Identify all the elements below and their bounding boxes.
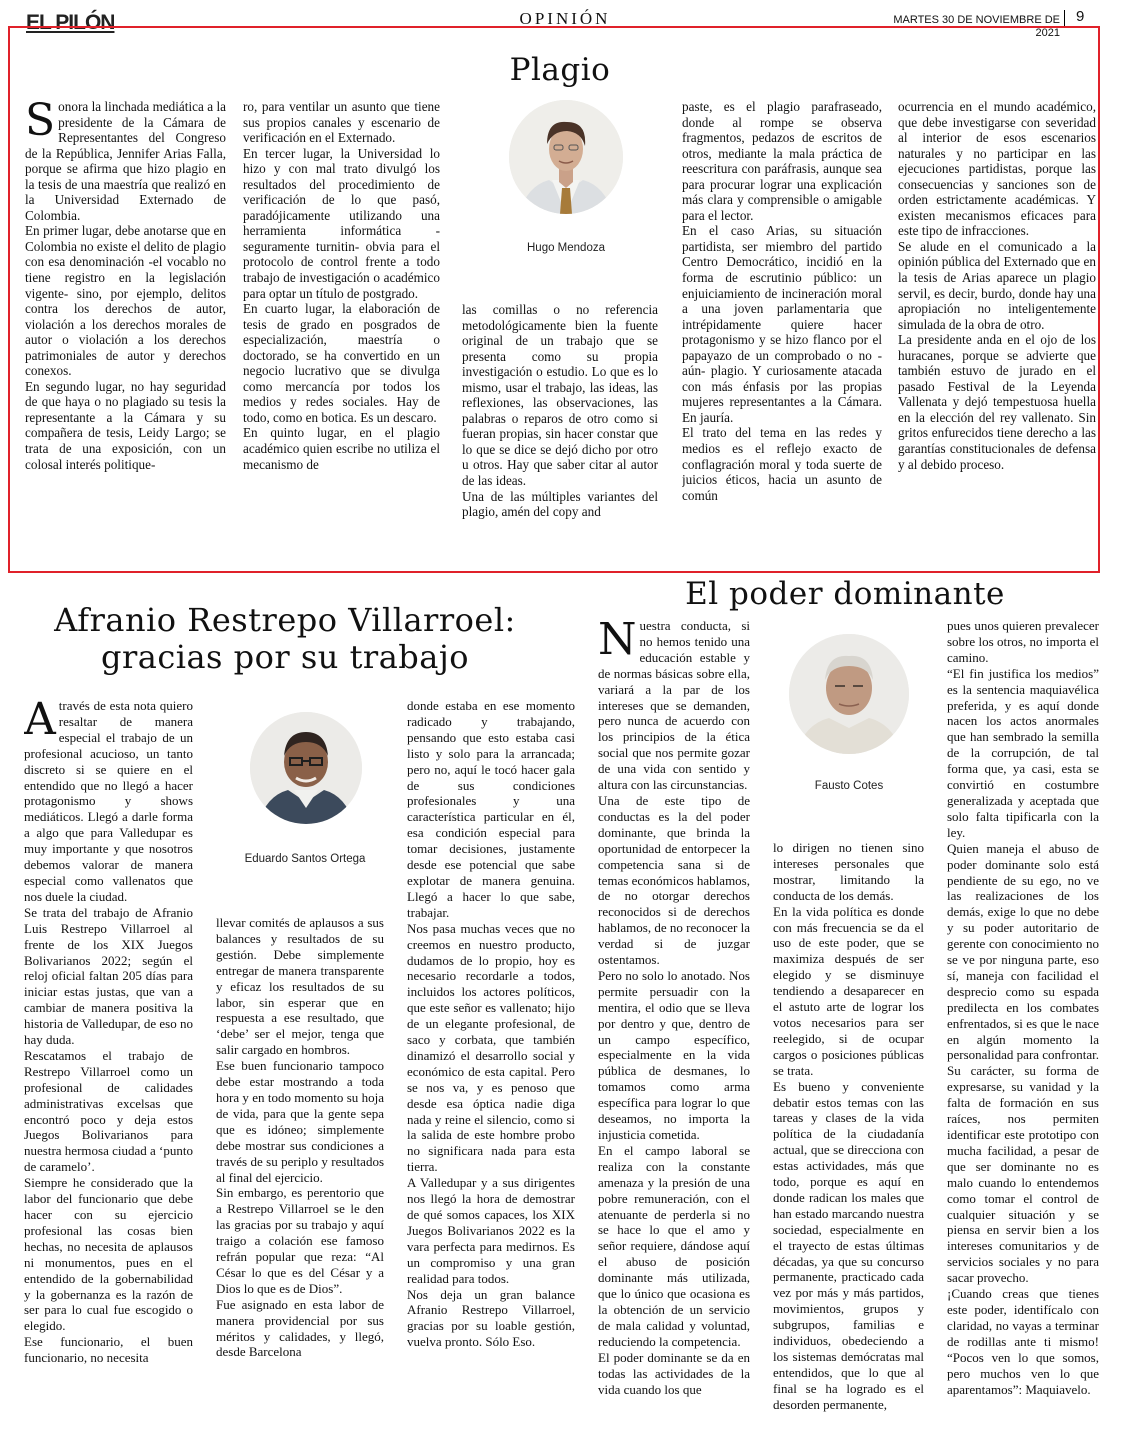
article-column-5 [898,99,1096,554]
paragraph: “El fin justifica los medios” es la sentencia maquiavélica preferida, y es aquí donde nacen los actos anormales que han sembrado la semilla de la corrupción, de tal forma que, ya casi, esta se convirtió en costumbre generalizada y aceptada que solo falta tipificarla con la ley. [947,665,1099,840]
paragraph: En tercer lugar, la Universidad lo hizo y con mal trato divulgó los resultados del procedimiento de verificación de lo que pasó, paradójicamente utilizando una herramienta informática -seguramente turnitin- obvia para el protocolo de control frente a todo trabajo de investigación o académico para optar un título de postgrado. [243,145,440,301]
paragraph: Se alude en el comunicado a la opinión pública del Externado que en la tesis de Arias aparece un plagio servil, es decir, burdo, donde hay una apropiación no inteligentemente simulada de la obra de otro. [898,238,1096,332]
paragraph: Una de este tipo de conductas es la del poder dominante, que brinda la oportunidad de entorpecer la competencia sana si de temas económicos hablamos, de no otorgar derechos reconocidos si de derechos hablamos, de no reconocer la verdad si de juzgar ostentamos. [598,792,750,968]
author-photo [509,100,623,214]
author-photo [789,634,909,754]
paragraph: Pero no solo lo anotado. Nos permite persuadir con la mentira, el odio que se lleva por dentro y que, dentro de un campo específico, especialmente en la vida pública de desmanes, lo tomamos como arma específica para lograr lo que deseamos, no importa la injusticia cometida. [598,967,750,1142]
paragraph: En el campo laboral se realiza con la constante amenaza y la presión de una pobre remuneración, con el atenuante de perderla si no se hace lo que el amo y señor requiere, dándose aquí el abuso de posición dominante más utilizada, que lo único que ocasiona es la obtención de un servicio de mala calidad y voluntad, reduciendo la competencia. [598,1142,750,1349]
article-title: El poder dominante [685,576,1005,612]
author-name: Hugo Mendoza [527,242,605,254]
paragraph: Una de las múltiples variantes del plagio, amén del copy and [462,488,658,520]
author-photo [250,712,362,824]
drop-cap: S [25,99,56,146]
paragraph: En el caso Arias, su situación partidista, ser miembro del partido Centro Democrático, incidió en la forma de escrutinio público: un enjuiciamiento de incineración moral a una joven parlamentaria que intrépidamente quiere hacer protagonismo y se hizo flanco por el papayazo de un comprobado o no -aún- plagio. Y curiosamente atacada con más énfasis por las propias mujeres representantes a la Cámara. En jauría. [682,223,882,425]
portrait-illustration [789,634,909,754]
paragraph: En cuarto lugar, la elaboración de tesis de grado en posgrados de especialización, maestría o doctorado, se ha convertido en un negocio lucrativo que se divulga como mercancía por todos los medios y redes sociales. Hay de todo, como en botica. Es un descaro. [243,301,440,425]
paragraph: Ese funcionario, el buen funcionario, no necesita [24,1334,193,1366]
title-line: Afranio Restrepo Villarroel: [54,601,516,639]
paragraph: través de esta nota quiero resaltar de manera especial el trabajo de un profesional acucioso, un tanto discreto si se quiere en el entendido que no llegó a hacer protagonismo y shows mediáticos. Llegó a darle forma a algo que para Valledupar es muy importante y que nosotros debemos valorar de manera especial como vallenatos que nos duele la ciudad. [24,698,193,904]
drop-cap: A [24,698,56,745]
paragraph: ro, para ventilar un asunto que tiene sus propios canales y escenario de verificación en el Externado. [243,99,440,146]
paragraph: La presidente anda en el ojo de los huracanes, porque se advierte que también estuvo de jurado en el pasado Festival de la Leyenda Vallenata y dejó tempestuosa huella en la elección del rey vallenato. Sin gritos enfurecidos tiene derecho a las garantías constitucionales de defensa y al debido proceso. [898,332,1096,472]
paragraph: donde estaba en ese momento radicado y trabajando, pensando que esto estaba casi listo y solo para la arrancada; pero no, aquí le tocó hacer gala de sus condiciones profesionales y una característica particular en él, esa condición especial para tomar decisiones, justamente desde ese potencial que sabe explotar de manera genuina. Llegó a hacer lo que sabe, trabajar. [407,698,575,920]
paragraph: uestra conducta, si no hemos tenido una educación estable y de normas básicas sobre ella, variará a la par de los intereses que se demanden, pero nunca de acuerdo con los principios de la ética social que nos permite gozar de una vida con sentido y altura con las circunstancias. [598,618,750,793]
author-name: Fausto Cotes [814,780,884,792]
article-title: Plagio [509,52,611,88]
article-column-2 [243,99,440,554]
issue-date: MARTES 30 DE NOVIEMBRE DE 2021 [893,14,1060,39]
paragraph: En quinto lugar, en el plagio académico quien escribe no utiliza el mecanismo de [243,425,440,472]
paragraph: A Valledupar y a sus dirigentes nos llegó la hora de demostrar de qué somos capaces, los XIX Juegos Bolivarianos 2022 es la vara perfecta para medirnos. Es un compromiso y una gran realidad para todos. [407,1175,575,1286]
paragraph: Ese buen funcionario tampoco debe estar mostrando a toda hora y en todo momento su hoja de vida, para que la gente sepa que es idóneo; simplemente debe mostrar sus condiciones a través de su periplo y resultados al final del ejercicio. [216,1058,384,1185]
paragraph: ¡Cuando creas que tienes este poder, identifícalo con claridad, no vayas a terminar de rodillas ante ti mismo! “Pocos ven lo que somos, pero muchos ven lo que aparentamos”: Maquiavelo. [947,1286,1099,1397]
paragraph: Nos pasa muchas veces que no creemos en nuestro producto, dudamos de lo propio, hoy es necesario recordarle a todos, incluidos los actores políticos, que este señor es vallenato; hijo de un elegante profesional, de saco y corbata, que también dinamizó el desarrollo social y económico de esta capital. Pero se nos va, y es penoso que desde esa óptica nadie diga nada y reine el silencio, como si la salida de este hombre probo no significara nada para esta tierra. [407,920,575,1175]
paragraph: ocurrencia en el mundo académico, que debe investigarse con severidad al interior de esos escenarios naturales y no participar en las ejecuciones partidistas, porque las consecuencias y sanciones son de orden estrictamente académicas. Y existen mecanismos eficaces para este tipo de infracciones. [898,99,1096,239]
paragraph: Es bueno y conveniente debatir estos temas con las tareas y clases de la vida política de la ciudadanía actual, que se direcciona con estas actividades, más que todo, porque es aquí en donde radican los males que han estado marcando nuestra sociedad, especialmente en el trayecto de estas últimas décadas, ya que su concurso permanente, practicado cada vez por más y más partidos, movimientos, grupos y subgrupos, familias e individuos, obedeciendo a los sistemas demócratas mal entendidos, que lo que al final se ha logrado es el desorden permanente, [773,1078,924,1412]
article-column-2 [773,840,924,1420]
article-column-1 [598,618,750,1420]
paragraph: Fue asignado en esta labor de manera providencial por sus méritos y calidades, y llegó, desde Barcelona [216,1296,384,1360]
paragraph: Se trata del trabajo de Afranio Luis Restrepo Villarroel al frente de los XIX Juegos Bolivarianos 2022; según el reloj oficial faltan 205 días para iniciar estas justas, que van a cambiar de manera positiva la historia de Valledupar, de eso no hay duda. [24,904,193,1048]
paragraph: onora la linchada mediática a la presidente de la Cámara de Representantes del Congreso de la República, Jennifer Arias Falla, porque se afirma que hizo plagio en la tesis de una maestría que realizó en la Universidad Externado de Colombia. [25,99,226,223]
header-divider [1064,10,1065,26]
article-column-2 [216,915,384,1420]
section-name: OPINIÓN [519,9,611,28]
article-column-4 [682,99,882,554]
newspaper-logo: EL PILÓN [26,11,115,34]
paragraph: Rescatamos el trabajo de Restrepo Villarroel como un profesional de calidades administrativas excelsas que encontró poco y deja estos Juegos Bolivarianos para nuestra hermosa ciudad a ‘punto de caramelo’. [24,1047,193,1175]
article-column-3 [407,698,575,1420]
paragraph: En segundo lugar, no hay seguridad de que haya o no plagiado su tesis la representante a la Cámara y su compañera de tesis, Leidy Largo; se trata de una exposición, con un colosal interés politique- [25,378,226,472]
paragraph: lo dirigen no tienen sino intereses personales que mostrar, limitando la conducta de los demás. [773,840,924,903]
portrait-illustration [509,100,623,214]
article-title [20,602,550,676]
article-column-1 [25,99,226,554]
paragraph: pues unos quieren prevalecer sobre los otros, no importa el camino. [947,618,1099,665]
paragraph: Siempre he considerado que la labor del funcionario que debe hacer con su ejercicio profesional las cosas bien hechas, no necesita de aplausos ni monumentos, pues en el entendido de la gobernabilidad y la gobernanza es la razón de ser para lo cual fue escogido o elegido. [24,1175,193,1334]
page-number: 9 [1076,8,1085,25]
author-name: Eduardo Santos Ortega [244,853,366,865]
paragraph: Quien maneja el abuso de poder dominante solo está pendiente de su ego, no ve las realizaciones de los demás, exige lo que no debe y su poder autoritario de gerente con conocimiento no se ve por ninguna parte, eso sí, maneja con facilidad el desprecio como su espada predilecta en los combates enfrentados, si es que le nace en algún momento la personalidad para confrontar. [947,840,1099,1063]
paragraph: Nos deja un gran balance Afranio Restrepo Villarroel, gracias por su loable gestión, vuelva pronto. Sólo Eso. [407,1286,575,1350]
paragraph: Sin embargo, es perentorio que a Restrepo Villarroel se le den las gracias por su trabajo y aquí traigo a colación ese famoso refrán popular que reza: “Al César lo que es del César y a Dios lo que es de Dios”. [216,1185,384,1296]
article-column-3 [462,302,658,554]
paragraph: El poder dominante se da en todas las actividades de la vida cuando los que [598,1349,750,1397]
paragraph: llevar comités de aplausos a sus balances y resultados de su gestión. Debe simplemente entregar de manera transparente y eficaz los resultados de su labor, sin esperar que en respuesta a ese resultado, que ‘debe’ ser el mejor, tenga que salir cargado en hombros. [216,915,384,1058]
paragraph: Su carácter, su forma de expresarse, su vanidad y la falta de formación en sus raíces, nos permiten identificar este prototipo con mucha facilidad, a pesar de que ser dominante no es malo cuando lo entendemos como tomar el control de cualquier situación y se piensa en servir bien a los intereses comunitarios y de servicios sociales y no para sacar provecho. [947,1063,1099,1286]
article-column-1 [24,698,193,1420]
article-column-3 [947,618,1099,1420]
portrait-illustration [250,712,362,824]
paragraph: las comillas o no referencia metodológicamente bien la fuente original de un trabajo que se presenta como su propia investigación o estudio. Lo que es lo mismo, usar el trabajo, las ideas, las reflexiones, las observaciones, las palabras o reparos de otro como si fueran propias, sin hacer constar que lo que se dice se dejó dicho por otro u otros. Hay que saber citar al autor de las ideas. [462,302,658,489]
paragraph: El trato del tema en las redes y medios es el reflejo exacto de conflagración moral y toda suerte de juicios éticos, hacia un asunto de común [682,425,882,503]
page-header [0,0,1128,39]
paragraph: En primer lugar, debe anotarse que en Colombia no existe el delito de plagio con esa denominación -el vocablo no tiene registro en la legislación vigente- sino, por ejemplo, delitos contra los derechos de autor, violación a los derechos morales de autor o violación a los derechos patrimoniales de autor y derechos conexos. [25,223,226,379]
paragraph: En la vida política es donde con más frecuencia se da el uso de este poder, que se maximiza después de ser elegido y se disminuye tendiendo a desaparecer en el astuto arte de lograr los votos necesarios para ser reelegido, si de ocupar cargos o posiciones públicas se trata. [773,903,924,1078]
paragraph: paste, es el plagio parafraseado, donde al rompe se observa fragmentos, pedazos de escritos de otros, mediante la mala práctica de reescritura con paráfrasis, aunque sea para procurar lograr una explicación más clara y comprensible o amigable para el lector. [682,99,882,223]
drop-cap: N [598,618,637,665]
title-line: gracias por su trabajo [100,638,470,676]
